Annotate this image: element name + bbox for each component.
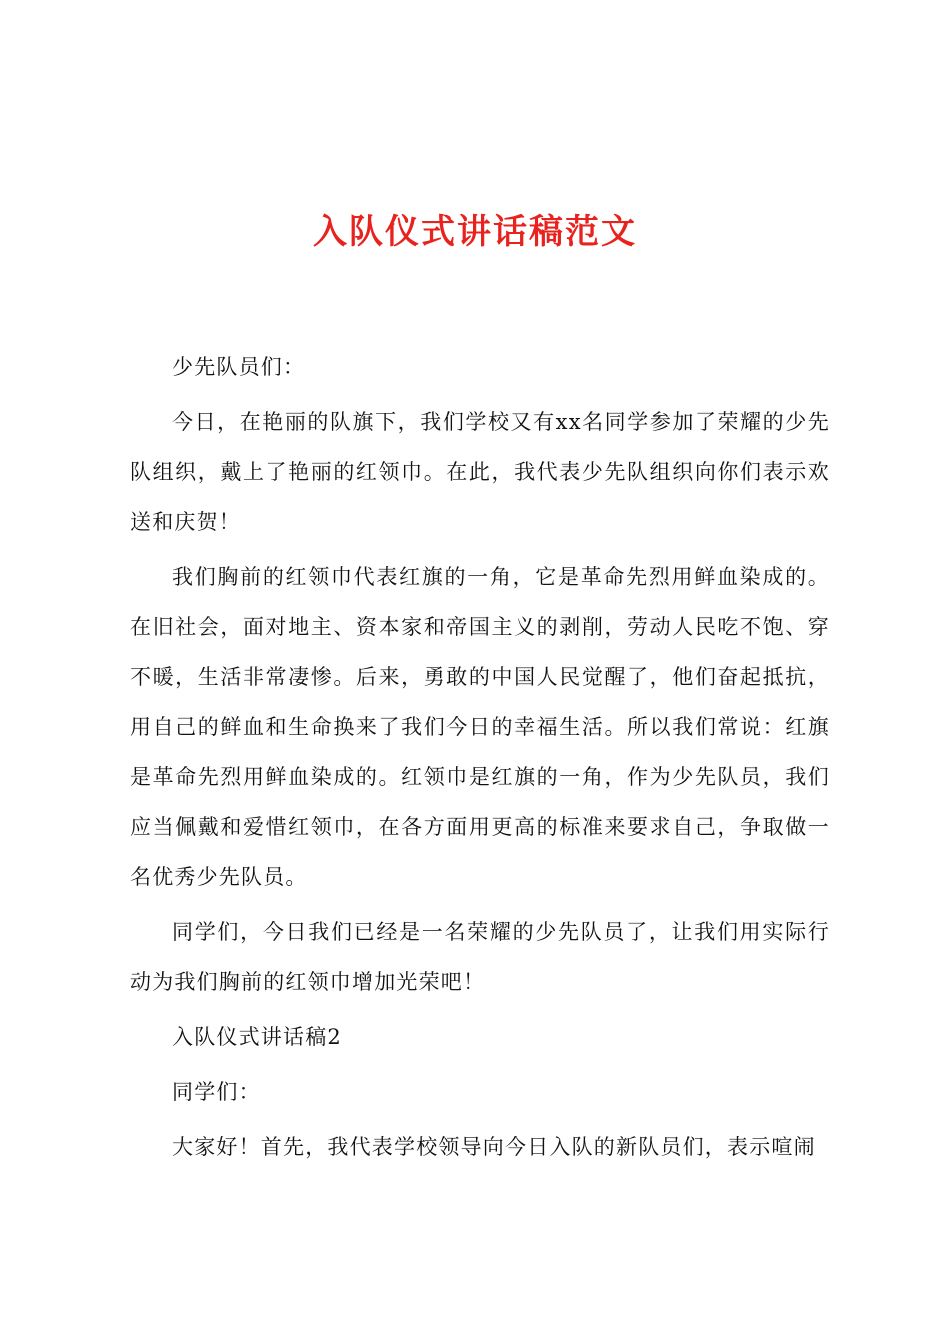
paragraph: 大家好！首先，我代表学校领导向今日入队的新队员们，表示喧闹 xyxy=(172,1135,816,1159)
document-body xyxy=(130,342,830,1177)
paragraph: 同学们，今日我们已经是一名荣耀的少先队员了，让我们用实际行动为我们胸前的红领巾增加光荣吧！ xyxy=(130,920,830,994)
paragraph: 我们胸前的红领巾代表红旗的一角，它是革命先烈用鲜血染成的。在旧社会，面对地主、资本家和帝国主义的剥削，劳动人民吃不饱、穿不暖，生活非常凄惨。后来，勇敢的中国人民觉醒了，他们奋起抵抗，用自己的鲜血和生命换来了我们今日的幸福生活。所以我们常说：红旗是革命先烈用鲜血染成的。红领巾是红旗的一角，作为少先队员，我们应当佩戴和爱惜红领巾，在各方面用更高的标准来要求自己，争取做一名优秀少先队员。 xyxy=(130,565,830,889)
paragraph: 今日，在艳丽的队旗下，我们学校又有xx名同学参加了荣耀的少先队组织，戴上了艳丽的红领巾。在此，我代表少先队组织向你们表示欢送和庆贺！ xyxy=(130,410,830,534)
paragraph-salutation: 少先队员们： xyxy=(172,355,306,379)
document-title: 入队仪式讲话稿范文 xyxy=(313,212,637,252)
paragraph-salutation: 同学们： xyxy=(172,1080,261,1104)
section-heading: 入队仪式讲话稿2 xyxy=(172,1025,342,1049)
